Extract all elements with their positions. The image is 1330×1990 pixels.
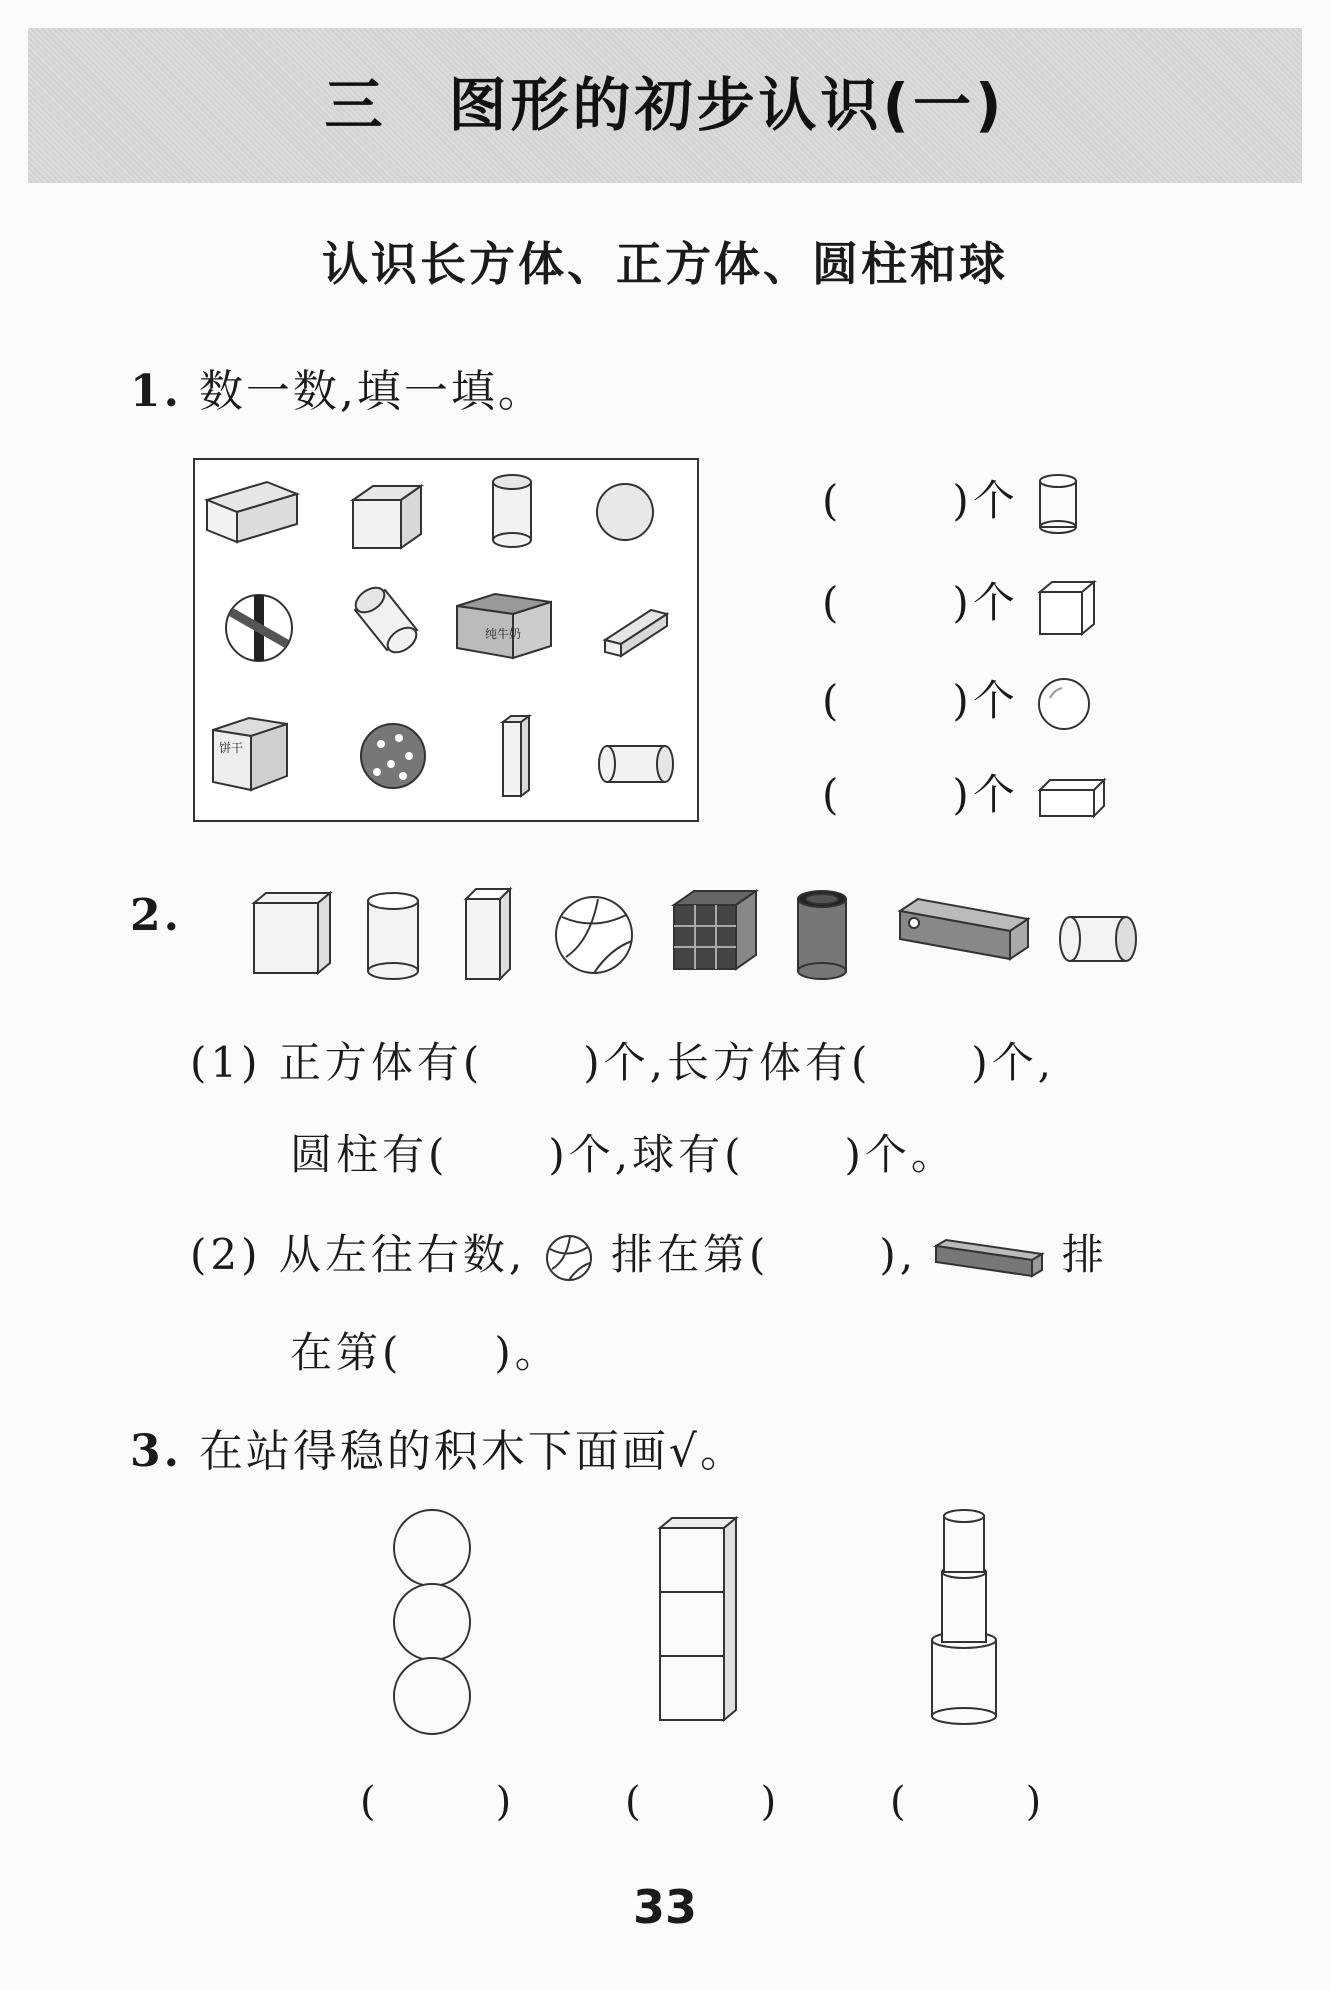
milk-box-icon <box>457 594 551 658</box>
q3-number: 3. <box>130 1426 182 1477</box>
section-subtitle: 认识长方体、正方体、圆柱和球 <box>322 237 1008 291</box>
sphere-icon <box>1036 676 1092 732</box>
q3-answer-1[interactable]: ( ) <box>360 1779 512 1825</box>
q2-objects-row <box>250 885 1150 995</box>
q1-answer-row-sphere: ( )个 <box>822 668 1092 732</box>
chapter-title: 三 图形的初步认识(一) <box>324 71 1006 139</box>
q3-answer-2[interactable]: ( ) <box>625 1779 777 1825</box>
biscuit-box-label: 饼干 <box>219 741 244 755</box>
thin-cuboid-icon <box>605 610 667 656</box>
q1-objects-illustration <box>195 460 697 820</box>
q2-part1-line2: 圆柱有( )个,球有( )个。 <box>290 1130 957 1179</box>
q1-number: 1. <box>130 366 182 417</box>
sphere-icon <box>394 1658 470 1734</box>
sphere-icon <box>394 1510 470 1586</box>
sphere-icon <box>394 1584 470 1660</box>
q2-part1-label: (1) <box>190 1038 262 1087</box>
box-cuboid-icon <box>900 899 1028 959</box>
cube-icon <box>254 893 330 973</box>
milk-box-label: 纯牛奶 <box>485 627 522 641</box>
q1-answer-row-cylinder: ( )个 <box>822 468 1080 535</box>
sphere-icon <box>597 484 653 540</box>
q3-prompt: 在站得稳的积木下面画√。 <box>198 1426 747 1477</box>
q1-answer-row-cuboid: ( )个 <box>822 762 1106 822</box>
volleyball-icon <box>556 897 632 973</box>
cylinder-icon <box>1036 473 1080 535</box>
cube-icon <box>660 1592 724 1656</box>
volleyball-icon <box>544 1233 594 1283</box>
q2-part2-label: (2) <box>190 1230 262 1279</box>
q1-prompt: 数一数,填一填。 <box>198 366 545 417</box>
tall-cuboid-icon <box>503 716 529 796</box>
q2-part2-line2: 在第( )。 <box>290 1328 561 1377</box>
cuboid-icon <box>1036 776 1106 820</box>
page-number: 33 <box>632 1880 697 1934</box>
tilted-cylinder-icon <box>351 583 421 658</box>
stacked-cylinders <box>932 1510 996 1724</box>
cube-icon <box>1036 576 1096 636</box>
q3-blocks-illustration <box>380 1500 1020 1740</box>
stacked-spheres <box>394 1510 470 1734</box>
brick-cuboid-icon <box>207 482 297 542</box>
q2-part1-line1: (1) 正方体有( )个,长方体有( )个, <box>190 1038 1056 1087</box>
tall-cuboid-icon <box>466 889 510 979</box>
q2-number: 2. <box>130 890 182 941</box>
cube-icon <box>660 1528 724 1592</box>
stacked-cubes <box>660 1518 736 1720</box>
q2-part2-line1: (2) 从左往右数, 排在第( ), 排 <box>190 1222 1108 1283</box>
q1-answer-row-cube: ( )个 <box>822 570 1096 636</box>
beach-ball-icon <box>226 595 292 661</box>
cylinder-icon <box>932 1640 996 1716</box>
cube-icon <box>353 486 421 548</box>
biscuit-box-icon <box>213 718 287 790</box>
q3-answer-3[interactable]: ( ) <box>890 1779 1042 1825</box>
cylinder-icon <box>942 1572 986 1642</box>
cylinder-icon <box>944 1516 984 1572</box>
q1-heading <box>130 355 545 419</box>
box-cuboid-icon <box>934 1236 1044 1280</box>
lying-cylinder-icon <box>599 746 673 782</box>
cube-icon <box>660 1656 724 1720</box>
lying-cylinder-icon <box>1060 917 1136 961</box>
cylinder-icon <box>368 893 418 979</box>
rubiks-cube-icon <box>674 891 756 969</box>
cylinder-icon <box>493 475 531 547</box>
q1-picture-box <box>193 458 699 822</box>
dotted-ball-icon <box>361 724 425 788</box>
q3-heading <box>130 1415 747 1479</box>
can-cylinder-icon <box>798 891 846 979</box>
